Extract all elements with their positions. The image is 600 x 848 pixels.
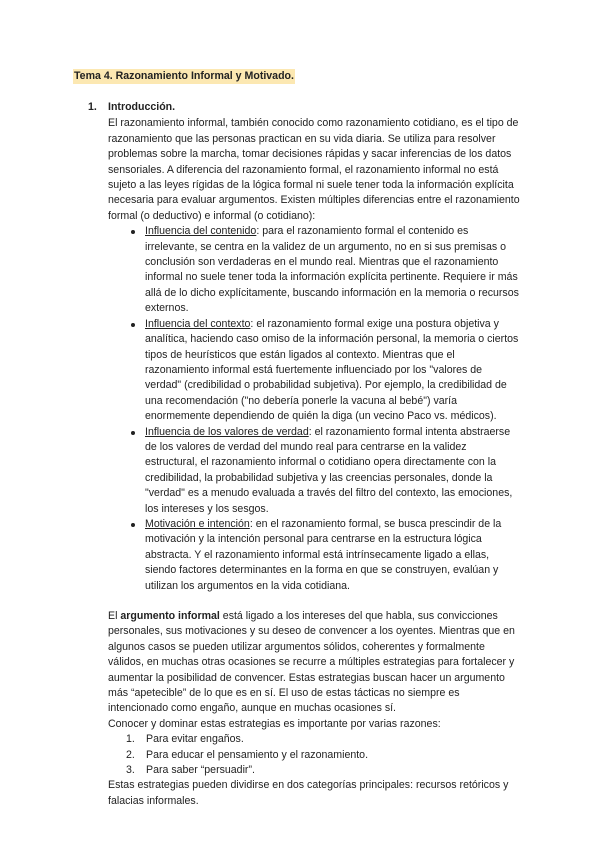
bullet-icon (131, 323, 135, 327)
section-introduccion (88, 100, 520, 809)
reason-text: Para saber “persuadir”. (146, 764, 255, 777)
closing-paragraph: Estas estrategias pueden dividirse en dos categorías principales: recursos retóricos y falacias informales. (108, 779, 509, 807)
argument-text: está ligado a los intereses del que habla, sus convicciones personales, sus motivaciones y su deseo de convencer a los oyentes. Mientras que en algunos casos se pueden utilizar argumentos sólidos, coherentes y formalmente válidos, en muchas otras ocasiones se recurre a múltiples estrategias para fortalecer y aumentar la posibilidad de convencer. Estas estrategias buscan hacer un argumento más “apetecible” de lo que es en sí. El uso de estas tácticas no siempre es intencionado como engaño, aunque en muchas ocasiones sí. (108, 610, 515, 715)
difference-text: para el razonamiento formal el contenido es irrelevante, se centra en la validez de un argumento, no en si sus premisas o conclusión son verdaderas en el mundo real. Mientras que el razonamiento informal no suele tener toda la información explícita pertinente. Requiere ir más allá de lo dicho explícitamente, buscando información en la memoria o recursos externos. (145, 225, 519, 315)
argument-term: argumento informal (120, 610, 220, 622)
section-body (108, 116, 520, 809)
difference-term: Motivación e intención (145, 517, 250, 530)
list-item (108, 224, 520, 316)
difference-text: el razonamiento formal exige una postura objetiva y analítica, haciendo caso omiso de la información personal, la memoria o ciertos tipos de heurísticos que están ligados al contexto. Mientras que el razonamiento informal está fuertemente influenciado por los "valores de verdad" (credibilidad o probabilidad subjetiva). Por ejemplo, la credibilidad de una recomendación ("no debería ponerle la vacuna al bebé") varía enormemente dependiendo de quién la diga (un vecino Paco vs. médicos). (145, 317, 519, 423)
intro-paragraph: El razonamiento informal, también conocido como razonamiento cotidiano, es el tipo de razonamiento que las personas practican en su vida diaria. Se utiliza para resolver problemas sobre la marcha, tomar decisiones rápidas y sacar inferencias de los datos sensoriales. A diferencia del razonamiento formal, el razonamiento informal no está sujeto a las leyes rígidas de la lógica formal ni suele tener toda la información explícita necesaria para evaluar argumentos. Existen múltiples diferencias entre el razonamiento formal (o deductivo) e informal (o cotidiano): (108, 117, 520, 222)
list-item (108, 517, 520, 594)
reason-number: 1. (126, 733, 135, 746)
document-title: Tema 4. Razonamiento Informal y Motivado. (74, 70, 294, 82)
list-item (108, 425, 520, 517)
list-item (108, 763, 520, 778)
differences-list (108, 224, 520, 594)
reason-number: 3. (126, 764, 135, 777)
bullet-icon (131, 230, 135, 234)
difference-separator: : (249, 517, 253, 530)
list-item (108, 317, 520, 425)
argument-paragraph (108, 609, 520, 717)
argument-prefix: El (108, 610, 121, 622)
reason-number: 2. (126, 748, 135, 761)
reason-text: Para educar el pensamiento y el razonamiento. (146, 748, 369, 761)
section-heading (88, 100, 520, 115)
difference-term: Influencia de los valores de verdad (145, 425, 309, 438)
list-item (108, 732, 520, 747)
difference-separator: : (256, 225, 260, 238)
difference-text: en el razonamiento formal, se busca prescindir de la motivación y la intención personal para centrarse en la estructura lógica abstracta. Y el razonamiento informal está intrínsecamente ligado a ellas, siendo factores determinantes en la forma en que se construyen, evalúan y utilizan los argumentos en la vida cotidiana. (145, 517, 502, 592)
difference-separator: : (308, 425, 312, 438)
section-number: 1. (88, 101, 97, 113)
difference-term: Influencia del contexto (145, 317, 251, 330)
section-title: Introducción. (108, 101, 176, 113)
bullet-icon (131, 431, 135, 435)
paragraph-gap (108, 594, 520, 609)
difference-term: Influencia del contenido (145, 225, 257, 238)
list-item (108, 748, 520, 763)
reasons-list (108, 732, 520, 778)
difference-separator: : (250, 317, 254, 330)
reason-text: Para evitar engaños. (146, 733, 244, 746)
bullet-icon (131, 523, 135, 527)
reasons-intro: Conocer y dominar estas estrategias es importante por varias razones: (108, 717, 441, 730)
difference-text: el razonamiento formal intenta abstraerse de los valores de verdad del mundo real para centrarse en la validez estructural, el razonamiento informal o cotidiano opera directamente con la credibilidad, la probabilidad subjetiva y las creencias personales, donde la "verdad" es a menudo evaluada a través del filtro del contexto, las emociones, los intereses y los sesgos. (145, 425, 513, 515)
